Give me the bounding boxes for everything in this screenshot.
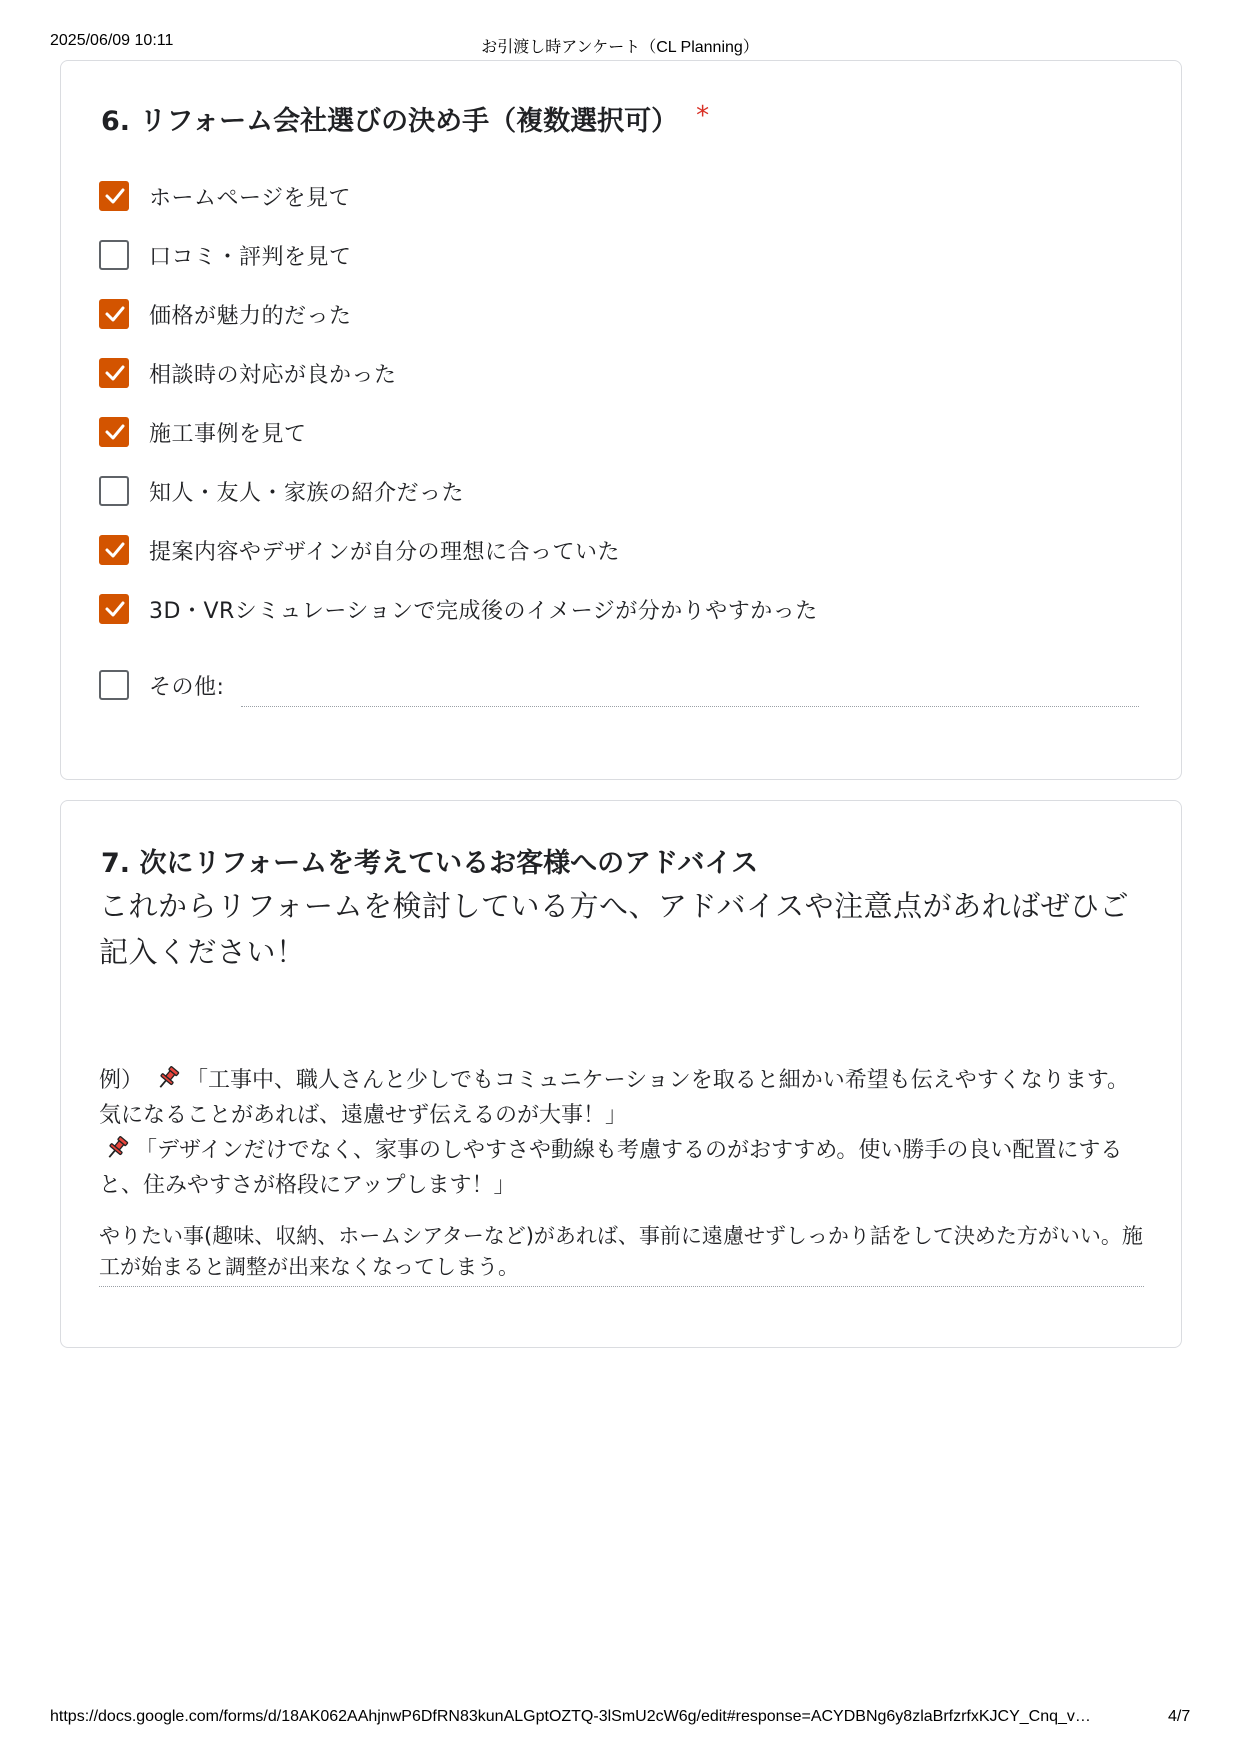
other-text-input[interactable] <box>241 706 1139 707</box>
checkbox-checked[interactable] <box>99 417 129 447</box>
checkbox-checked[interactable] <box>99 299 129 329</box>
checkbox-option[interactable] <box>99 592 818 626</box>
pushpin-icon <box>154 1065 182 1091</box>
print-page-title: お引渡し時アンケート（CL Planning） <box>481 39 759 56</box>
checkbox-label: 提案内容やデザインが自分の理想に合っていた <box>149 539 620 565</box>
checkbox-option[interactable] <box>99 356 397 390</box>
checkbox-unchecked[interactable] <box>99 670 129 700</box>
checkbox-label: 相談時の対応が良かった <box>149 362 397 388</box>
question-subtitle: これからリフォームを検討している方へ、アドバイスや注意点があればぜひご記入ください！ <box>99 889 1130 969</box>
checkmark-icon <box>104 541 126 559</box>
print-timestamp: 2025/06/09 10:11 <box>50 32 174 49</box>
question-title: 7. 次にリフォームを考えているお客様へのアドバイス <box>101 848 759 879</box>
checkmark-icon <box>104 600 126 618</box>
checkbox-option[interactable] <box>99 474 464 508</box>
question-title-text: 6. リフォーム会社選びの決め手（複数選択可） <box>101 106 679 137</box>
checkbox-option[interactable] <box>99 533 620 567</box>
checkbox-label: 知人・友人・家族の紹介だった <box>149 480 465 506</box>
checkbox-label: ホームページを見て <box>149 185 352 211</box>
checkbox-label: 価格が魅力的だった <box>149 303 352 329</box>
checkbox-label: 施工事例を見て <box>149 421 307 447</box>
question-description <box>99 1063 1144 1203</box>
pushpin-icon <box>103 1135 131 1161</box>
checkbox-checked[interactable] <box>99 535 129 565</box>
checkbox-label: 口コミ・評判を見て <box>149 244 352 270</box>
checkbox-option[interactable] <box>99 238 352 272</box>
question-card-6 <box>60 60 1182 780</box>
checkmark-icon <box>104 305 126 323</box>
checkbox-option[interactable] <box>99 415 307 449</box>
checkbox-checked[interactable] <box>99 181 129 211</box>
question-title <box>101 99 709 138</box>
required-asterisk: * <box>696 101 710 131</box>
checkbox-checked[interactable] <box>99 594 129 624</box>
checkbox-checked[interactable] <box>99 358 129 388</box>
checkbox-unchecked[interactable] <box>99 240 129 270</box>
checkbox-label: 3D・VRシミュレーションで完成後のイメージが分かりやすかった <box>149 598 818 624</box>
answer-underline <box>99 1286 1144 1287</box>
checkbox-option[interactable] <box>99 668 224 702</box>
checkbox-option[interactable] <box>99 297 352 331</box>
answer-textarea[interactable]: やりたい事(趣味、収納、ホームシアターなど)があれば、事前に遠慮せずしっかり話をして決めた方がいい。施工が始まると調整が出来なくなってしまう。 <box>99 1224 1143 1279</box>
example-prefix: 例） <box>99 1068 144 1093</box>
checkmark-icon <box>104 187 126 205</box>
example-text-2: 「デザインだけでなく、家事のしやすさや動線も考慮するのがおすすめ。使い勝手の良い配置にすると、住みやすさが格段にアップします！」 <box>99 1138 1123 1198</box>
checkbox-label: その他: <box>149 674 225 700</box>
checkbox-option[interactable] <box>99 179 351 213</box>
checkmark-icon <box>104 423 126 441</box>
question-card-7 <box>60 800 1182 1348</box>
checkbox-unchecked[interactable] <box>99 476 129 506</box>
example-text-1: 「工事中、職人さんと少しでもコミュニケーションを取ると細かい希望も伝えやすくなります。気になることがあれば、遠慮せず伝えるのが大事！」 <box>99 1068 1129 1128</box>
checkmark-icon <box>104 364 126 382</box>
print-page-number: 4/7 <box>1168 1708 1191 1725</box>
print-url: https://docs.google.com/forms/d/18AK062AAhjnwP6DfRN83kunALGptOZTQ-3lSmU2cW6g/edit#response=ACYDBNg6y8zlaBrfzrfxKJCY_Cnq_v… <box>50 1708 1091 1725</box>
